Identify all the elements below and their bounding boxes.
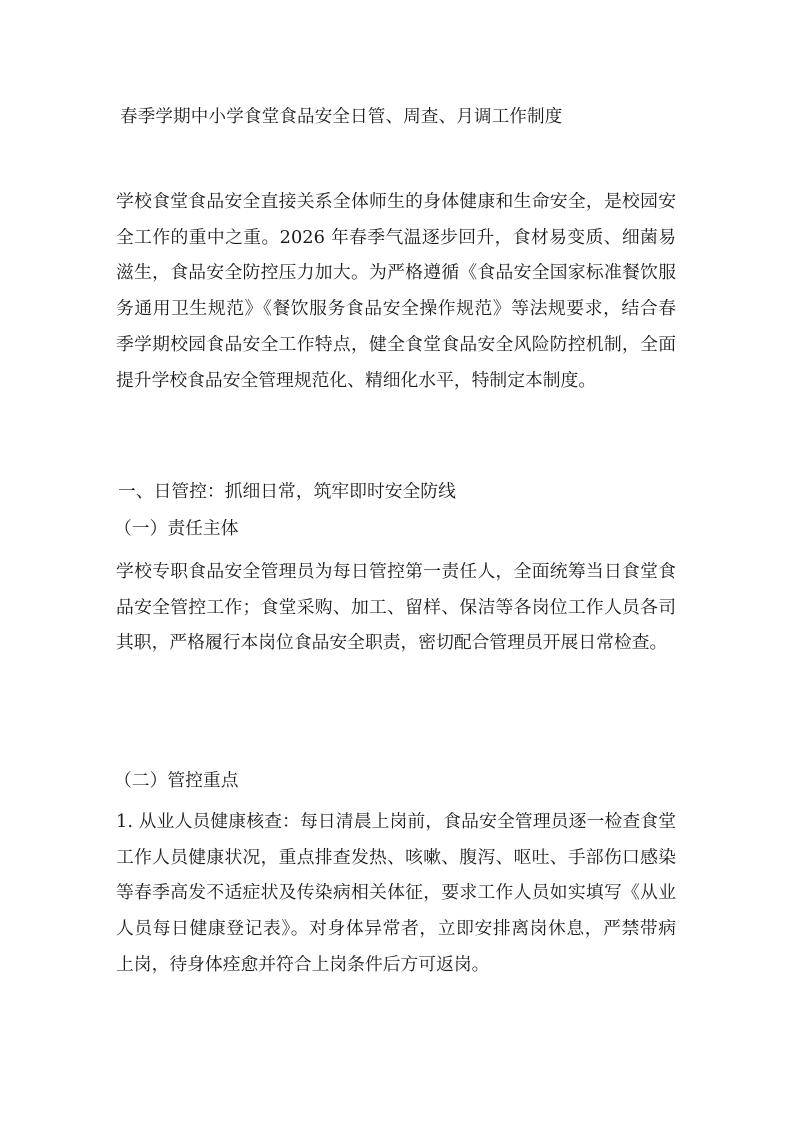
subsection-2-item-1: 1. 从业人员健康核查：每日清晨上岗前，食品安全管理员逐一检查食堂工作人员健康状况，重点排查发热、咳嗽、腹泻、呕吐、手部伤口感染等春季高发不适症状及传染病相关体征，要求工作人员如实填写《从业人员每日健康登记表》。对身体异常者，立即安排离岗休息，严禁带病上岗，待身体痊愈并符合上岗条件后方可返岗。 [116, 811, 676, 975]
subsection-1-heading: （一）责任主体 [114, 518, 239, 539]
section-1-heading: 一、日管控：抓细日常，筑牢即时安全防线 [118, 481, 456, 502]
intro-paragraph: 学校食堂食品安全直接关系全体师生的身体健康和生命安全，是校园安全工作的重中之重。2026 年春季气温逐步回升，食材易变质、细菌易滋生，食品安全防控压力加大。为严格遵循《食品安全国家标准餐饮服务通用卫生规范》《餐饮服务食品安全操作规范》等法规要求，结合春季学期校园食品安全工作特点，健全食堂食品安全风险防控机制，全面提升学校食品安全管理规范化、精细化水平，特制定本制度。 [116, 191, 676, 391]
document-title: 春季学期中小学食堂食品安全日管、周查、月调工作制度 [120, 107, 563, 127]
subsection-1-text: 学校专职食品安全管理员为每日管控第一责任人，全面统筹当日食堂食品安全管控工作；食堂采购、加工、留样、保洁等各岗位工作人员各司其职，严格履行本岗位食品安全职责，密切配合管理员开展日常检查。 [116, 561, 676, 654]
subsection-2-heading: （二）管控重点 [114, 770, 239, 791]
